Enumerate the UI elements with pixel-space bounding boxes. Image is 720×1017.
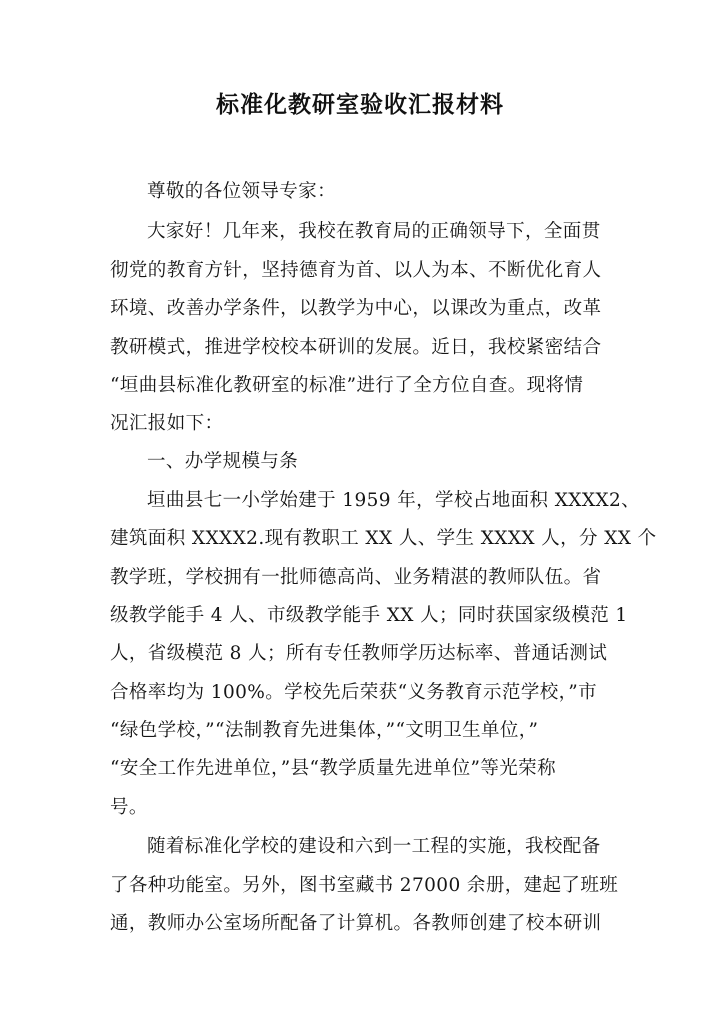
paragraph-line: 大家好！几年来，我校在教育局的正确领导下，全面贯 — [147, 221, 601, 242]
paragraph-line: 彻党的教育方针，坚持德育为首、以人为本、不断优化育人 — [110, 260, 602, 281]
paragraph-line: 随着标准化学校的建设和六到一工程的实施，我校配备 — [147, 836, 601, 857]
paragraph-line: “垣曲县标准化教研室的标准”进行了全方位自查。现将情 — [110, 375, 584, 396]
paragraph-line: 通，教师办公室场所配备了计算机。各教师创建了校本研训 — [110, 913, 602, 934]
paragraph-line: 况汇报如下： — [110, 413, 224, 434]
paragraph-line: 合格率均为 100%。学校先后荣获“义务教育示范学校，”市 — [110, 682, 598, 703]
paragraph-line: 环境、改善办学条件，以教学为中心，以课改为重点，改革 — [110, 298, 602, 319]
paragraph-line: 教研模式，推进学校校本研训的发展。近日，我校紧密结合 — [110, 337, 602, 358]
paragraph-line: 建筑面积 XXXX2.现有教职工 XX 人、学生 XXXX 人，分 XX 个 — [110, 528, 657, 549]
document-title: 标准化教研室验收汇报材料 — [216, 91, 504, 118]
paragraph-line: 教学班，学校拥有一批师德高尚、业务精湛的教师队伍。省 — [110, 567, 602, 588]
paragraph-line: 级教学能手 4 人、市级教学能手 XX 人；同时获国家级模范 1 — [110, 605, 628, 626]
paragraph-line: 人，省级模范 8 人；所有专任教师学历达标率、普通话测试 — [110, 643, 608, 664]
paragraph-line: 垣曲县七一小学始建于 1959 年，学校占地面积 XXXX2、 — [147, 490, 641, 511]
paragraph-line: “安全工作先进单位，”县“教学质量先进单位”等光荣称 — [110, 758, 556, 779]
paragraph-line: 号。 — [110, 797, 148, 818]
salutation-line: 尊敬的各位领导专家： — [147, 181, 337, 202]
paragraph-line: 了各种功能室。另外，图书室藏书 27000 余册，建起了班班 — [110, 875, 619, 896]
section-heading: 一、办学规模与条 — [147, 451, 299, 472]
paragraph-line: “绿色学校，”“法制教育先进集体，”“文明卫生单位，” — [110, 720, 539, 741]
